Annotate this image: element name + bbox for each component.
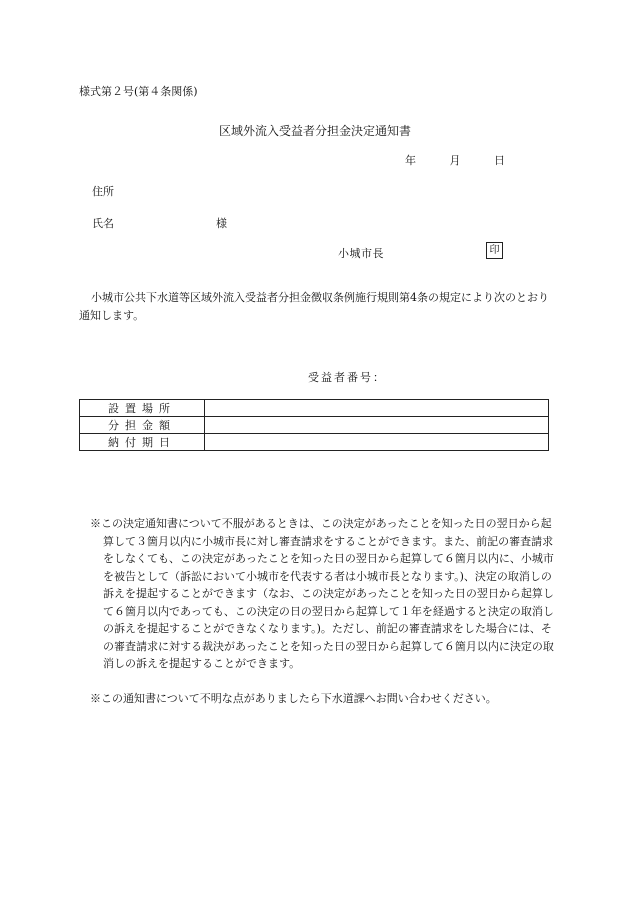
recipient-number-label: 受益者番号： [308,371,386,384]
row-value-location [205,400,549,417]
name-label: 氏名 [92,217,114,230]
date-line [405,152,505,168]
row-value-due-date [205,434,549,451]
row-label-due-date: 納付期日 [80,434,205,451]
table-row [80,434,549,451]
form-number: 様式第２号(第４条関係) [79,85,198,98]
address-label: 住所 [92,185,114,198]
row-value-amount [205,417,549,434]
document-title: 区域外流入受益者分担金決定通知書 [218,124,411,138]
issuer-name: 小城市長 [338,247,384,260]
row-label-location: 設置場所 [80,400,205,417]
honorific: 様 [216,217,227,230]
date-day: 日 [494,154,505,167]
assessment-table [79,399,549,451]
seal-stamp: 印 [486,242,503,259]
appeal-note: ※この決定通知書について不服があるときは、この決定があったことを知った日の翌日から起算して３箇月以内に小城市長に対し審査請求をすることができます。また、前記の審査請求をしなくても、この決定があったことを知った日の翌日から起算して６箇月以内に、小城市を被告として（訴訟において小城市を代表する者は小城市長となります。)、決定の取消しの訴えを提起することができます（なお、この決定があったことを知った日の翌日から起算して６箇月以内であっても、この決定の日の翌日から起算して１年を経過すると決定の取消しの訴えを提起することができなくなります。)。ただし、前記の審査請求をした場合には、その審査請求に対する裁決があったことを知った日の翌日から起算して６箇月以内に決定の取消しの訴えを提起することができます。 [90,517,554,670]
date-month: 月 [449,154,461,167]
table-row [80,400,549,417]
row-label-amount: 分担金額 [80,417,205,434]
date-year: 年 [405,154,416,167]
notes-section [90,515,556,707]
notification-body: 小城市公共下水道等区域外流入受益者分担金徴収条例施行規則第4条の規定により次のとおり通知します。 [79,291,549,322]
contact-note: ※この通知書について不明な点がありましたら下水道課へお問い合わせください。 [90,691,497,705]
table-row [80,417,549,434]
